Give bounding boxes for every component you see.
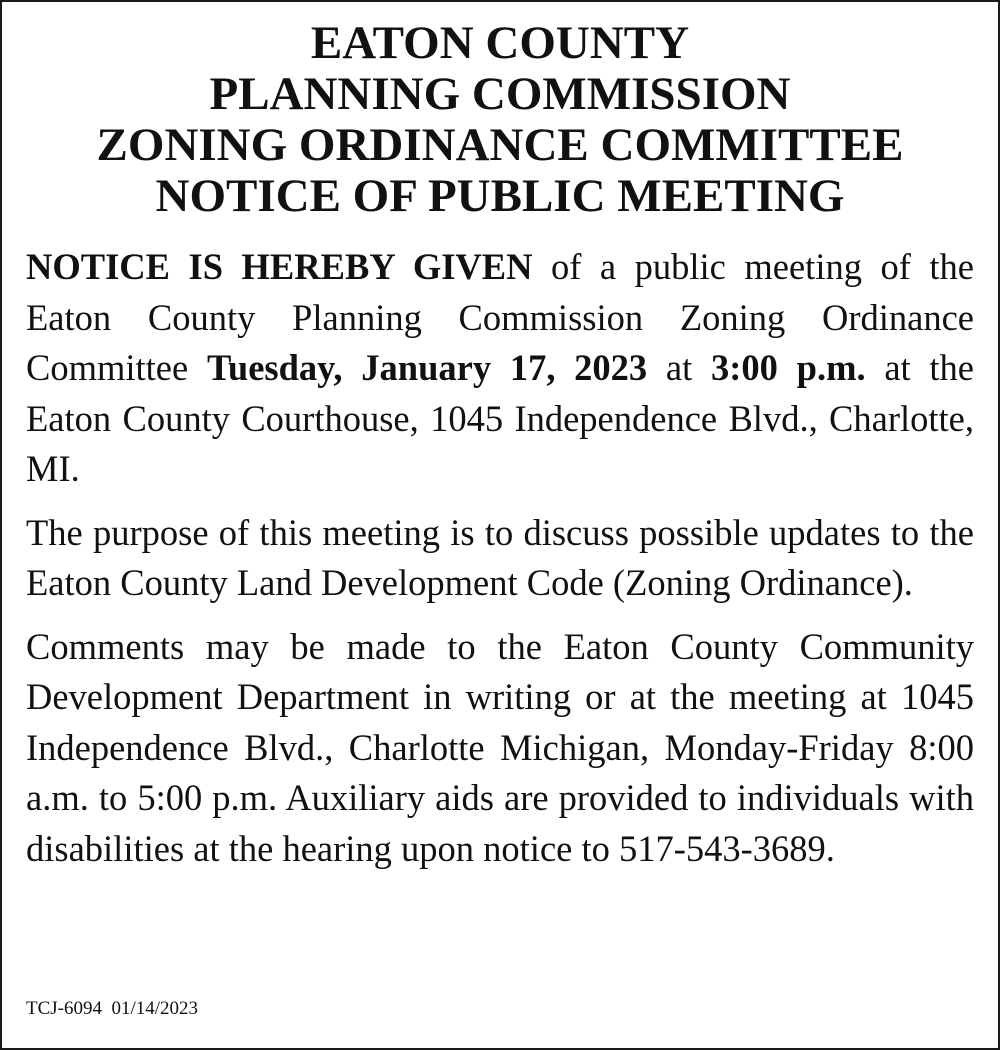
notice-reference-footer: TCJ-6094 01/14/2023: [26, 998, 199, 1019]
notice-heading: [26, 18, 974, 222]
heading-line-zoning-committee: ZONING ORDINANCE COMMITTEE: [96, 119, 904, 171]
public-notice: [26, 18, 974, 874]
heading-line-public-meeting: NOTICE OF PUBLIC MEETING: [155, 170, 845, 222]
announcement-text-a: of a public meeting of the Eaton County Planning Commission Zoning Ordinance Committee: [26, 246, 974, 388]
purpose-paragraph: The purpose of this meeting is to discuss possible updates to the Eaton County Land Development Code (Zoning Ordinance).: [26, 511, 974, 603]
meeting-announcement-paragraph: [26, 242, 974, 495]
announcement-text-b: at: [647, 347, 711, 388]
comments-paragraph: Comments may be made to the Eaton County Community Development Department in writing or at the meeting at 1045 Independence Blvd., Charlotte Michigan, Monday-Friday 8:00 a.m. to 5:00 p.m. Auxiliary aids are provided to individuals with disabilities at the hearing upon notice to 517-543-3689.: [26, 625, 974, 869]
heading-line-county: EATON COUNTY: [310, 17, 690, 69]
meeting-date: Tuesday, January 17, 2023: [206, 347, 648, 388]
announcement-text-c: at the Eaton County Courthouse, 1045 Independence Blvd., Charlotte, MI.: [26, 347, 974, 489]
heading-line-planning-commission: PLANNING COMMISSION: [209, 68, 791, 120]
notice-lead: NOTICE IS HEREBY GIVEN: [26, 246, 533, 287]
meeting-time: 3:00 p.m.: [711, 347, 866, 388]
